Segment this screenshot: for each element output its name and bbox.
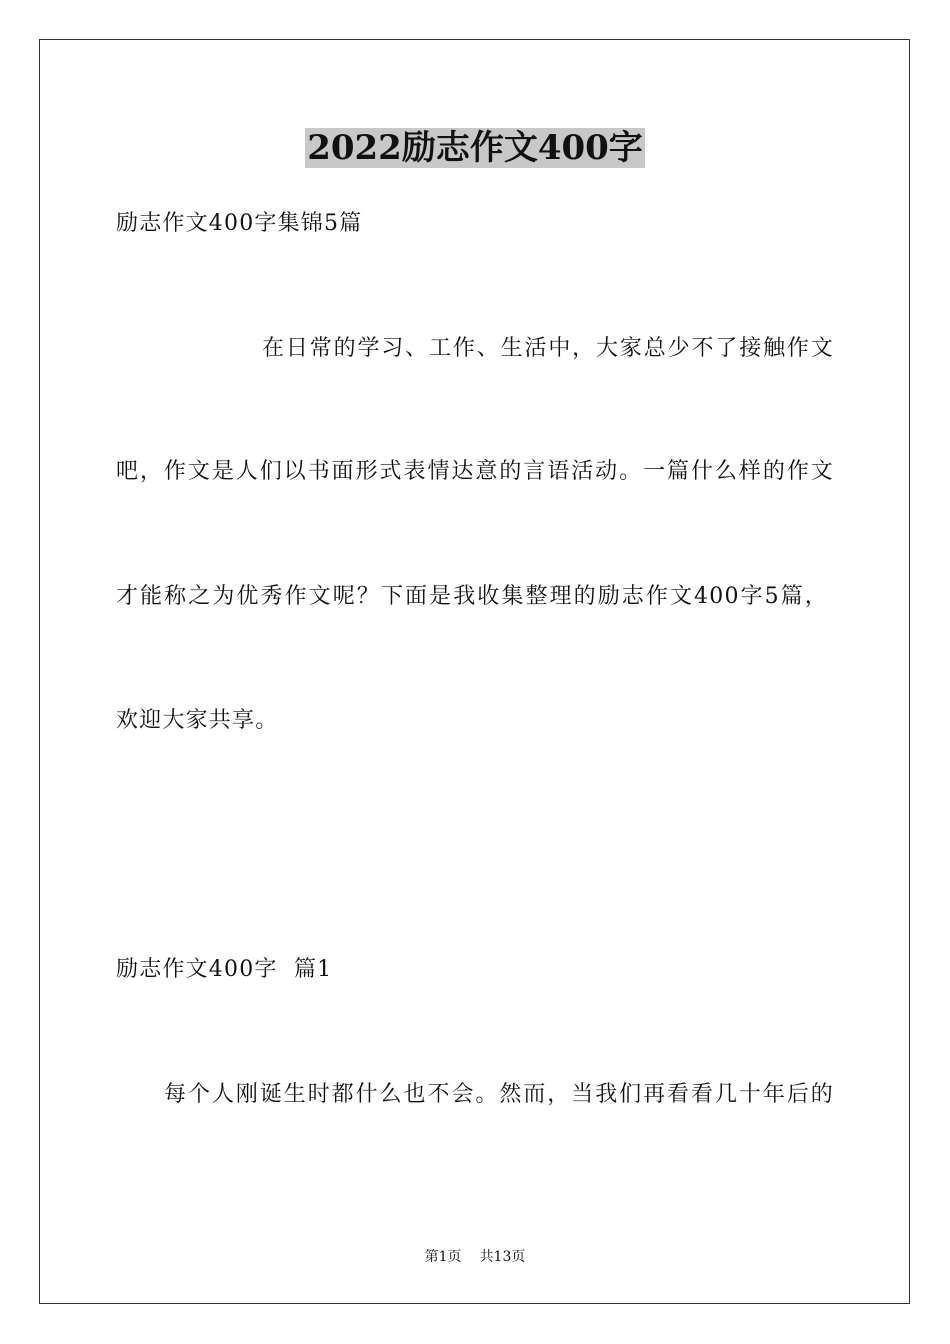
intro-paragraph-line-3: 才能称之为优秀作文呢？下面是我收集整理的励志作文400字5篇，: [116, 584, 828, 609]
document-title-text: 2022励志作文400字: [307, 128, 643, 168]
page-total: 共13页: [479, 1249, 526, 1265]
section-paragraph-line-1: 每个人刚诞生时都什么也不会。然而，当我们再看看几十年后的: [164, 1082, 834, 1107]
document-subtitle: 励志作文400字集锦5篇: [116, 211, 363, 236]
intro-paragraph-line-1: 在日常的学习、工作、生活中，大家总少不了接触作文: [262, 336, 834, 361]
page-number: 第1页: [424, 1249, 462, 1265]
section-heading: 励志作文400字 篇1: [116, 957, 333, 982]
intro-paragraph-line-2: 吧，作文是人们以书面形式表情达意的言语活动。一篇什么样的作文: [116, 459, 834, 484]
page-footer: [0, 1247, 950, 1267]
intro-paragraph-line-4: 欢迎大家共享。: [116, 708, 279, 733]
document-title: [0, 126, 950, 170]
